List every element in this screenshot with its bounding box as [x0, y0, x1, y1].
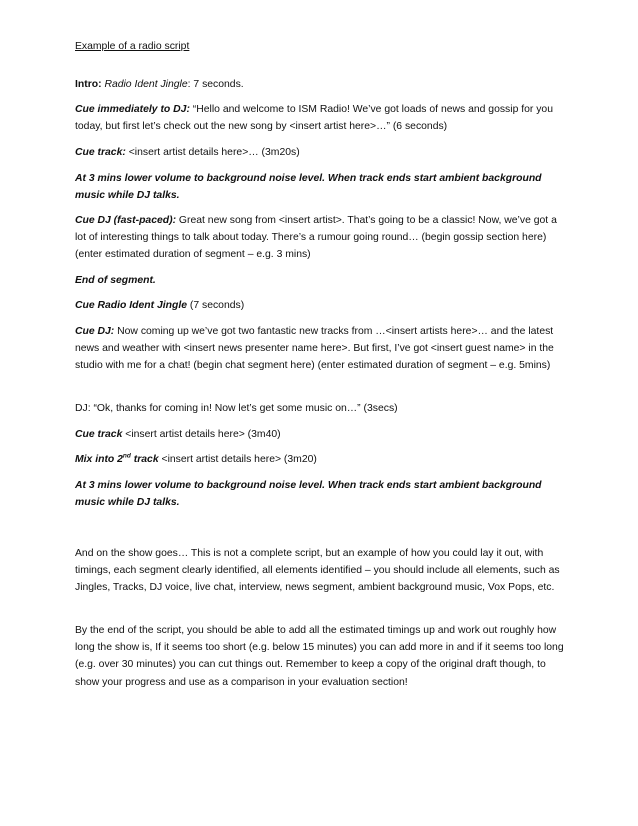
- closing-paragraph-1: And on the show goes… This is not a complete script, but an example of how you could lay it out, with timings, each segment clearly identified, all elements identified – you should include all elements, such as Jingles, Tracks, DJ voice, live chat, interview, news segment, ambient background music, Vox Pops, etc.: [75, 548, 560, 594]
- intro-line: [75, 76, 567, 93]
- mix-second-track: [75, 451, 567, 468]
- cue-dj-immediate-text: “Hello and welcome to ISM Radio! We’ve got loads of news and gossip for you today, but first let’s check out the new song by <insert artist here>…” (6 seconds): [75, 104, 553, 133]
- volume-instruction-1: At 3 mins lower volume to background noise level. When track ends start ambient background music while DJ talks.: [75, 173, 542, 202]
- cue-dj-immediate-label: Cue immediately to DJ:: [75, 104, 190, 115]
- mix-track-text: <insert artist details here> (3m20): [158, 454, 317, 465]
- intro-duration: : 7 seconds.: [187, 79, 244, 90]
- dj-line: DJ: “Ok, thanks for coming in! Now let’s get some music on…” (3secs): [75, 403, 398, 414]
- cue-track-1: [75, 144, 567, 161]
- mix-track-label-b: track: [130, 454, 159, 465]
- cue-track-1-label: Cue track:: [75, 147, 126, 158]
- cue-track-2-label: Cue track: [75, 429, 123, 440]
- cue-dj-fast-text: Great new song from <insert artist>. That’s going to be a classic! Now, we’ve got a lot of interesting things to talk about today. There’s a rumour going round… (begin gossip section here) (enter estimated duration of segment – e.g. 3 mins): [75, 215, 557, 261]
- closing-paragraph-2: By the end of the script, you should be able to add all the estimated timings up and work out roughly how long the show is, If it seems too short (e.g. below 15 minutes) you can add more in and if it seems too long (e.g. over 30 minutes) you can cut things out. Remember to keep a copy of the original draft though, to show your progress and use as a comparison in your evaluation section!: [75, 625, 564, 688]
- mix-track-label-a: Mix into 2: [75, 454, 123, 465]
- cue-dj-2: [75, 323, 567, 375]
- cue-dj-2-label: Cue DJ:: [75, 326, 115, 337]
- cue-track-1-text: <insert artist details here>… (3m20s): [125, 147, 300, 158]
- volume-instruction-2: At 3 mins lower volume to background noise level. When track ends start ambient background music while DJ talks.: [75, 480, 542, 509]
- mix-track-superscript: nd: [122, 452, 131, 460]
- cue-track-2-text: <insert artist details here> (3m40): [122, 429, 281, 440]
- cue-dj-2-text: Now coming up we’ve got two fantastic new tracks from …<insert artists here>… and the latest news and weather with <insert news presenter name here>. But first, I’ve got <insert guest name> in the studio with me for a chat! (begin chat segment here) (enter estimated duration of segment – e.g. 5mins): [75, 326, 554, 372]
- intro-label: Intro:: [75, 79, 102, 90]
- cue-dj-fast-label: Cue DJ (fast-paced):: [75, 215, 177, 226]
- cue-radio-ident-jingle: [75, 297, 567, 314]
- cue-dj-immediate: [75, 101, 567, 135]
- end-of-segment: End of segment.: [75, 275, 156, 286]
- cue-dj-fast-paced: [75, 212, 567, 264]
- document-title: Example of a radio script: [75, 41, 190, 52]
- cue-jingle-label: Cue Radio Ident Jingle: [75, 300, 187, 311]
- cue-track-2: [75, 426, 567, 443]
- cue-jingle-text: (7 seconds): [187, 300, 245, 311]
- intro-jingle: Radio Ident Jingle: [104, 79, 188, 90]
